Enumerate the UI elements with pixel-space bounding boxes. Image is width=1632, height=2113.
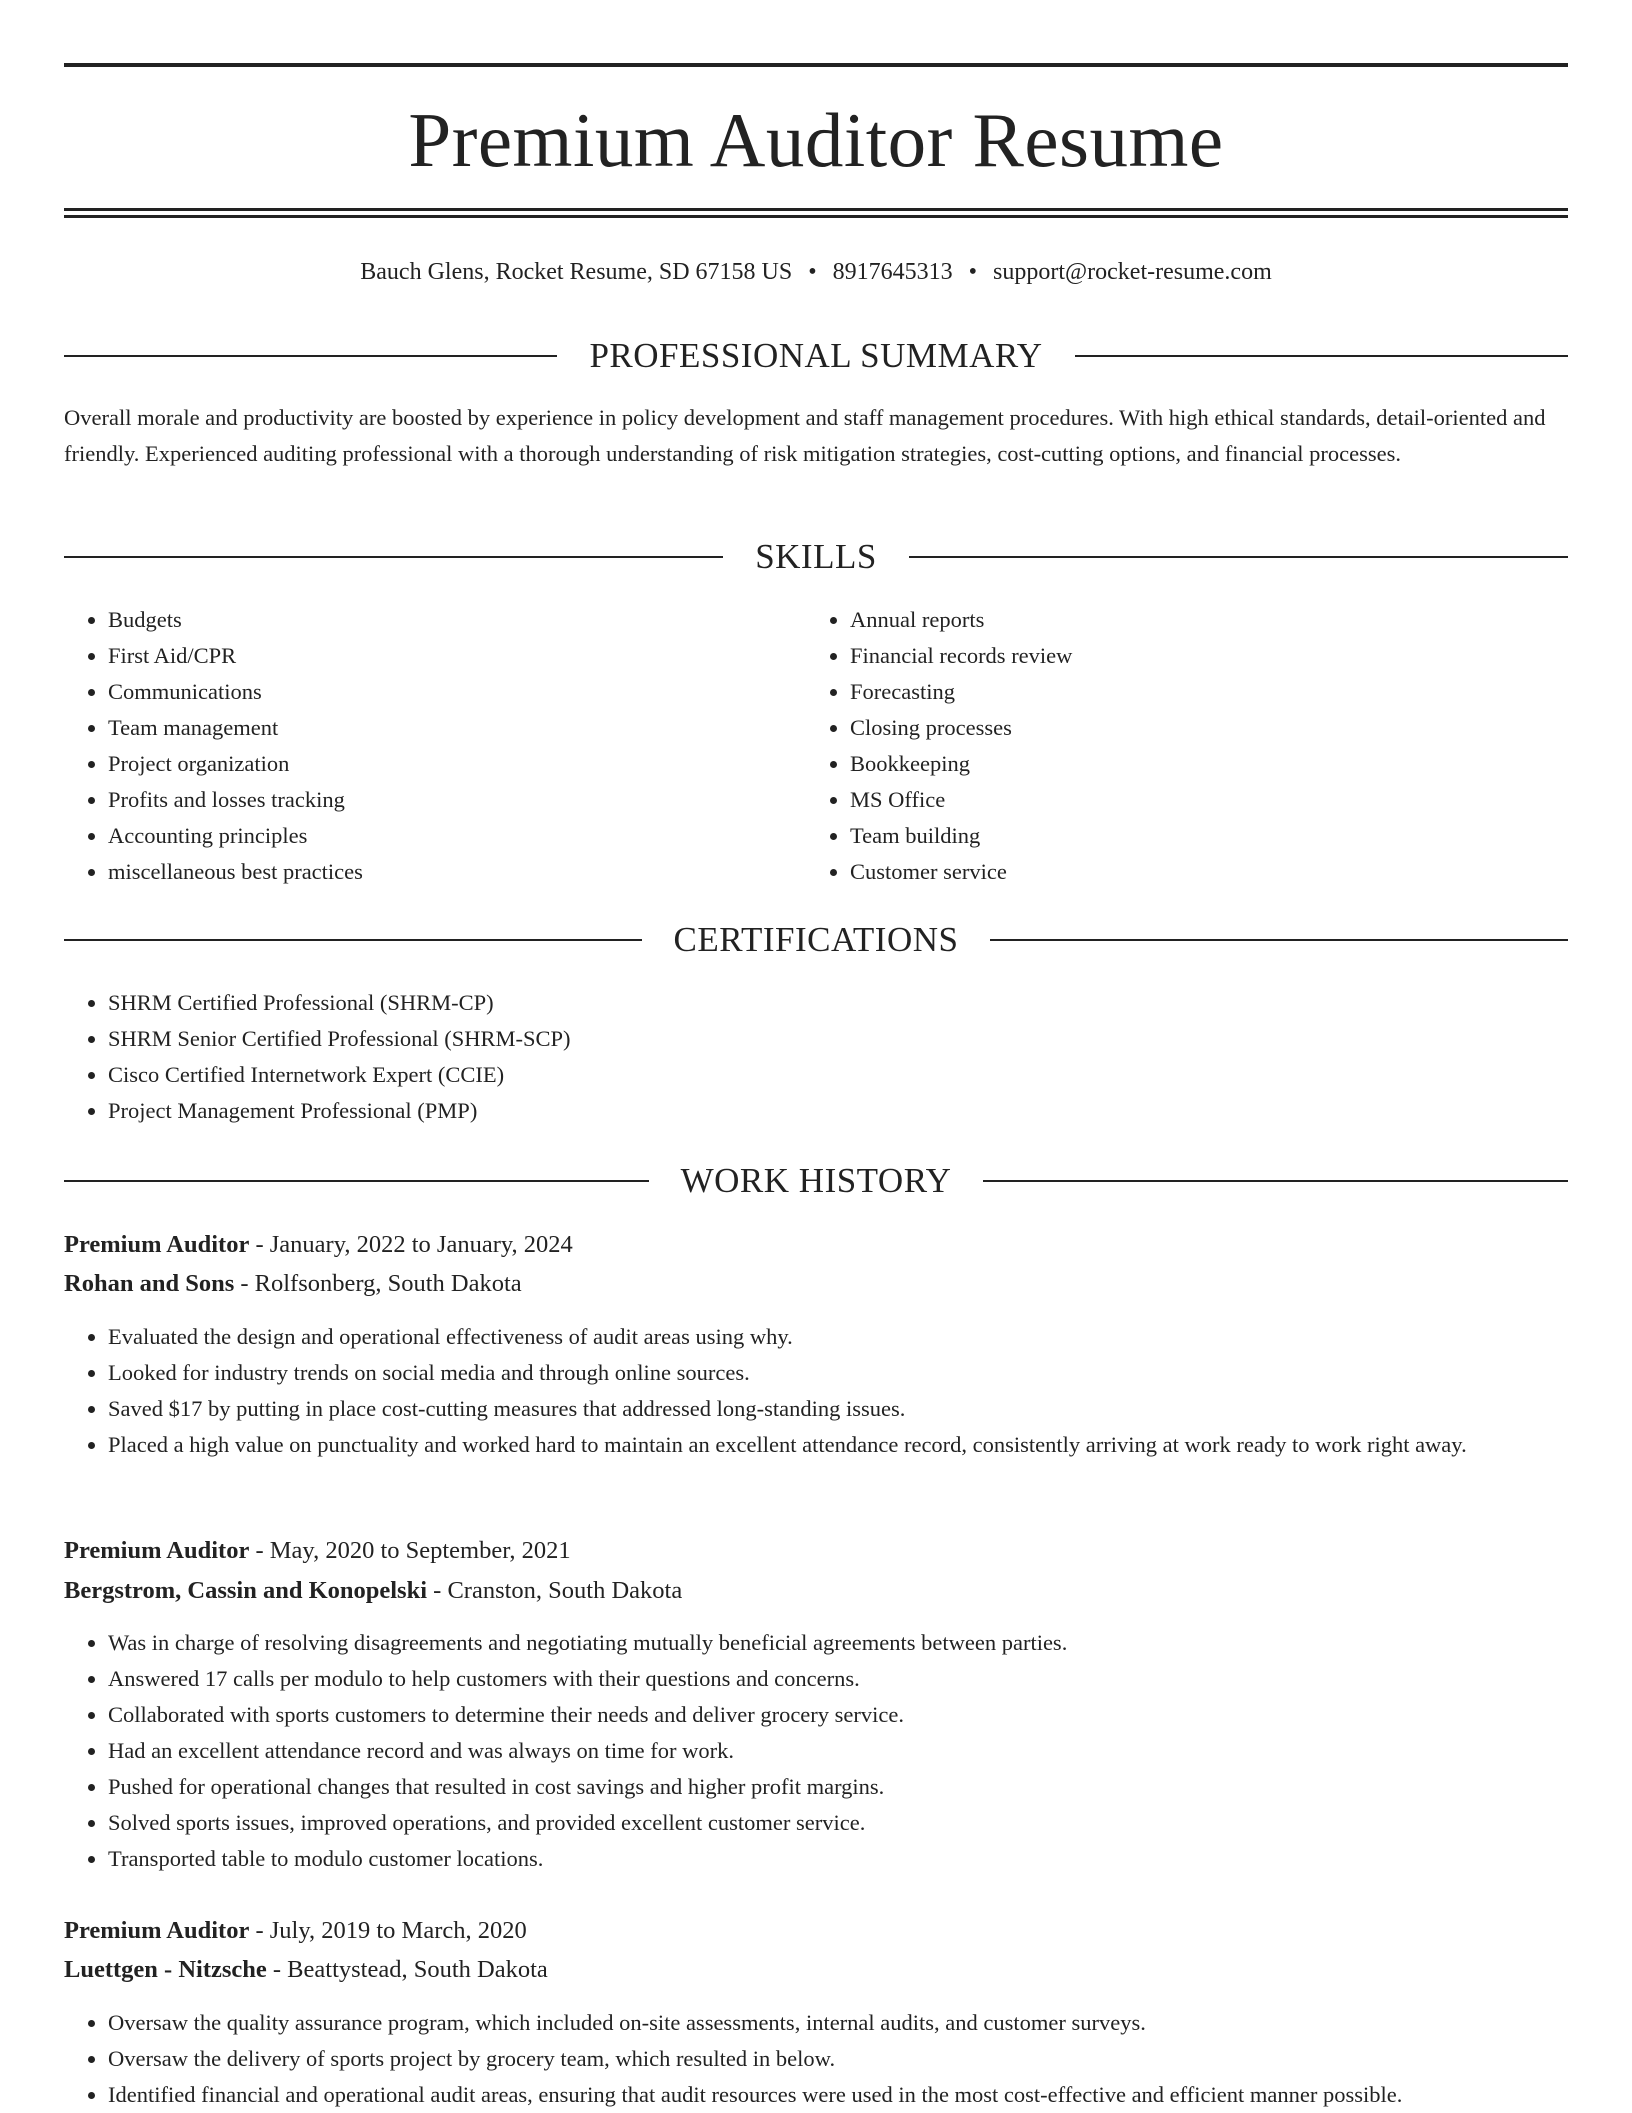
job-company-line (64, 1264, 1568, 1304)
job-dates: - July, 2019 to March, 2020 (249, 1917, 527, 1944)
job-location: - Cranston, South Dakota (427, 1577, 683, 1604)
job-dates: - January, 2022 to January, 2024 (249, 1231, 573, 1258)
list-item: • Oversaw the delivery of sports project by grocery team, which resulted in below. (108, 2041, 1568, 2077)
skills-list-right (806, 602, 1610, 890)
list-item: • Communications (108, 674, 848, 710)
work-history-heading-label: WORK HISTORY (680, 1161, 952, 1200)
list-item: • Cisco Certified Internetwork Expert (CCIE) (108, 1057, 1108, 1093)
certifications-heading-label: CERTIFICATIONS (673, 920, 959, 959)
resume-page (64, 0, 1568, 2112)
list-item: • Evaluated the design and operational effectiveness of audit areas using why. (108, 1319, 1568, 1355)
list-item: • Team management (108, 710, 848, 746)
list-item: • Collaborated with sports customers to determine their needs and deliver grocery service. (108, 1697, 1568, 1733)
heading-rule-left (64, 1180, 649, 1182)
contact-separator: • (808, 259, 817, 285)
list-item: • Budgets (108, 602, 848, 638)
heading-rule-left (64, 355, 557, 357)
job-company: Bergstrom, Cassin and Konopelski (64, 1577, 428, 1604)
skills-heading-label: SKILLS (755, 537, 877, 576)
list-item: • Accounting principles (108, 818, 848, 854)
list-item: • Closing processes (850, 710, 1610, 746)
list-item: • Had an excellent attendance record and was always on time for work. (108, 1733, 1568, 1769)
skills-heading (64, 537, 1568, 577)
job-bullets (64, 1625, 1568, 1877)
heading-rule-right (983, 1180, 1568, 1182)
list-item: • Answered 17 calls per modulo to help customers with their questions and concerns. (108, 1661, 1568, 1697)
list-item: • Saved $17 by putting in place cost-cutting measures that addressed long-standing issues. (108, 1391, 1568, 1427)
list-item: • Team building (850, 818, 1610, 854)
list-item: • MS Office (850, 782, 1610, 818)
list-item: • Forecasting (850, 674, 1610, 710)
contact-phone: 8917645313 (832, 259, 953, 285)
list-item: • Placed a high value on punctuality and worked hard to maintain an excellent attendance record, consistently arriving at work ready to work right away. (108, 1427, 1568, 1463)
job-company-line (64, 1571, 1568, 1611)
list-item: • Looked for industry trends on social media and through online sources. (108, 1355, 1568, 1391)
job-title-line (64, 1911, 1568, 1951)
summary-heading-label: PROFESSIONAL SUMMARY (589, 336, 1043, 375)
list-item: • First Aid/CPR (108, 638, 848, 674)
list-item: • Customer service (850, 854, 1610, 890)
list-item: • Transported table to modulo customer locations. (108, 1841, 1568, 1877)
list-item: • SHRM Certified Professional (SHRM-CP) (108, 985, 1108, 1021)
title-double-rule (64, 208, 1568, 218)
list-item: • Was in charge of resolving disagreements and negotiating mutually beneficial agreements between parties. (108, 1625, 1568, 1661)
job-bullets (64, 1319, 1568, 1463)
job-dates: - May, 2020 to September, 2021 (249, 1537, 571, 1564)
page-title: Premium Auditor Resume (408, 97, 1224, 183)
work-history-heading (64, 1161, 1568, 1201)
contact-address: Bauch Glens, Rocket Resume, SD 67158 US (360, 259, 793, 285)
job-title-line (64, 1225, 1568, 1265)
job-location: - Rolfsonberg, South Dakota (234, 1270, 522, 1297)
summary-heading (64, 336, 1568, 376)
top-rule (64, 63, 1568, 67)
job-company-line (64, 1950, 1568, 1990)
list-item: • Annual reports (850, 602, 1610, 638)
heading-rule-right (909, 556, 1568, 558)
list-item: • Project organization (108, 746, 848, 782)
heading-rule-left (64, 939, 642, 941)
job-location: - Beattystead, South Dakota (266, 1956, 548, 1983)
list-item: • Identified financial and operational audit areas, ensuring that audit resources were used in the most cost-effective and efficient manner possible. (108, 2077, 1568, 2113)
job-title: Premium Auditor (64, 1917, 250, 1944)
certifications-list (64, 985, 1108, 1129)
list-item: • SHRM Senior Certified Professional (SHRM-SCP) (108, 1021, 1108, 1057)
job-company: Rohan and Sons (64, 1270, 235, 1297)
contact-line (64, 256, 1568, 288)
job-title: Premium Auditor (64, 1537, 250, 1564)
job-company: Luettgen - Nitzsche (64, 1956, 267, 1983)
skills-list-left (64, 602, 848, 890)
job-title-line (64, 1531, 1568, 1571)
list-item: • Profits and losses tracking (108, 782, 848, 818)
contact-email: support@rocket-resume.com (993, 259, 1272, 285)
list-item: • Oversaw the quality assurance program, which included on-site assessments, internal audits, and customer surveys. (108, 2005, 1568, 2041)
list-item: • miscellaneous best practices (108, 854, 848, 890)
summary-text: Overall morale and productivity are boosted by experience in policy development and staff management procedures. With high ethical standards, detail-oriented and friendly. Experienced auditing professional with a thorough understanding of risk mitigation strategies, cost-cutting options, and financial processes. (64, 405, 1546, 466)
job-title: Premium Auditor (64, 1231, 250, 1258)
heading-rule-right (990, 939, 1568, 941)
list-item: • Project Management Professional (PMP) (108, 1093, 1108, 1129)
list-item: • Solved sports issues, improved operations, and provided excellent customer service. (108, 1805, 1568, 1841)
contact-separator: • (968, 259, 978, 285)
list-item: • Financial records review (850, 638, 1610, 674)
heading-rule-right (1075, 355, 1568, 357)
heading-rule-left (64, 556, 723, 558)
certifications-heading (64, 920, 1568, 960)
list-item: • Bookkeeping (850, 746, 1610, 782)
list-item: • Pushed for operational changes that resulted in cost savings and higher profit margins. (108, 1769, 1568, 1805)
job-bullets (64, 2005, 1568, 2113)
